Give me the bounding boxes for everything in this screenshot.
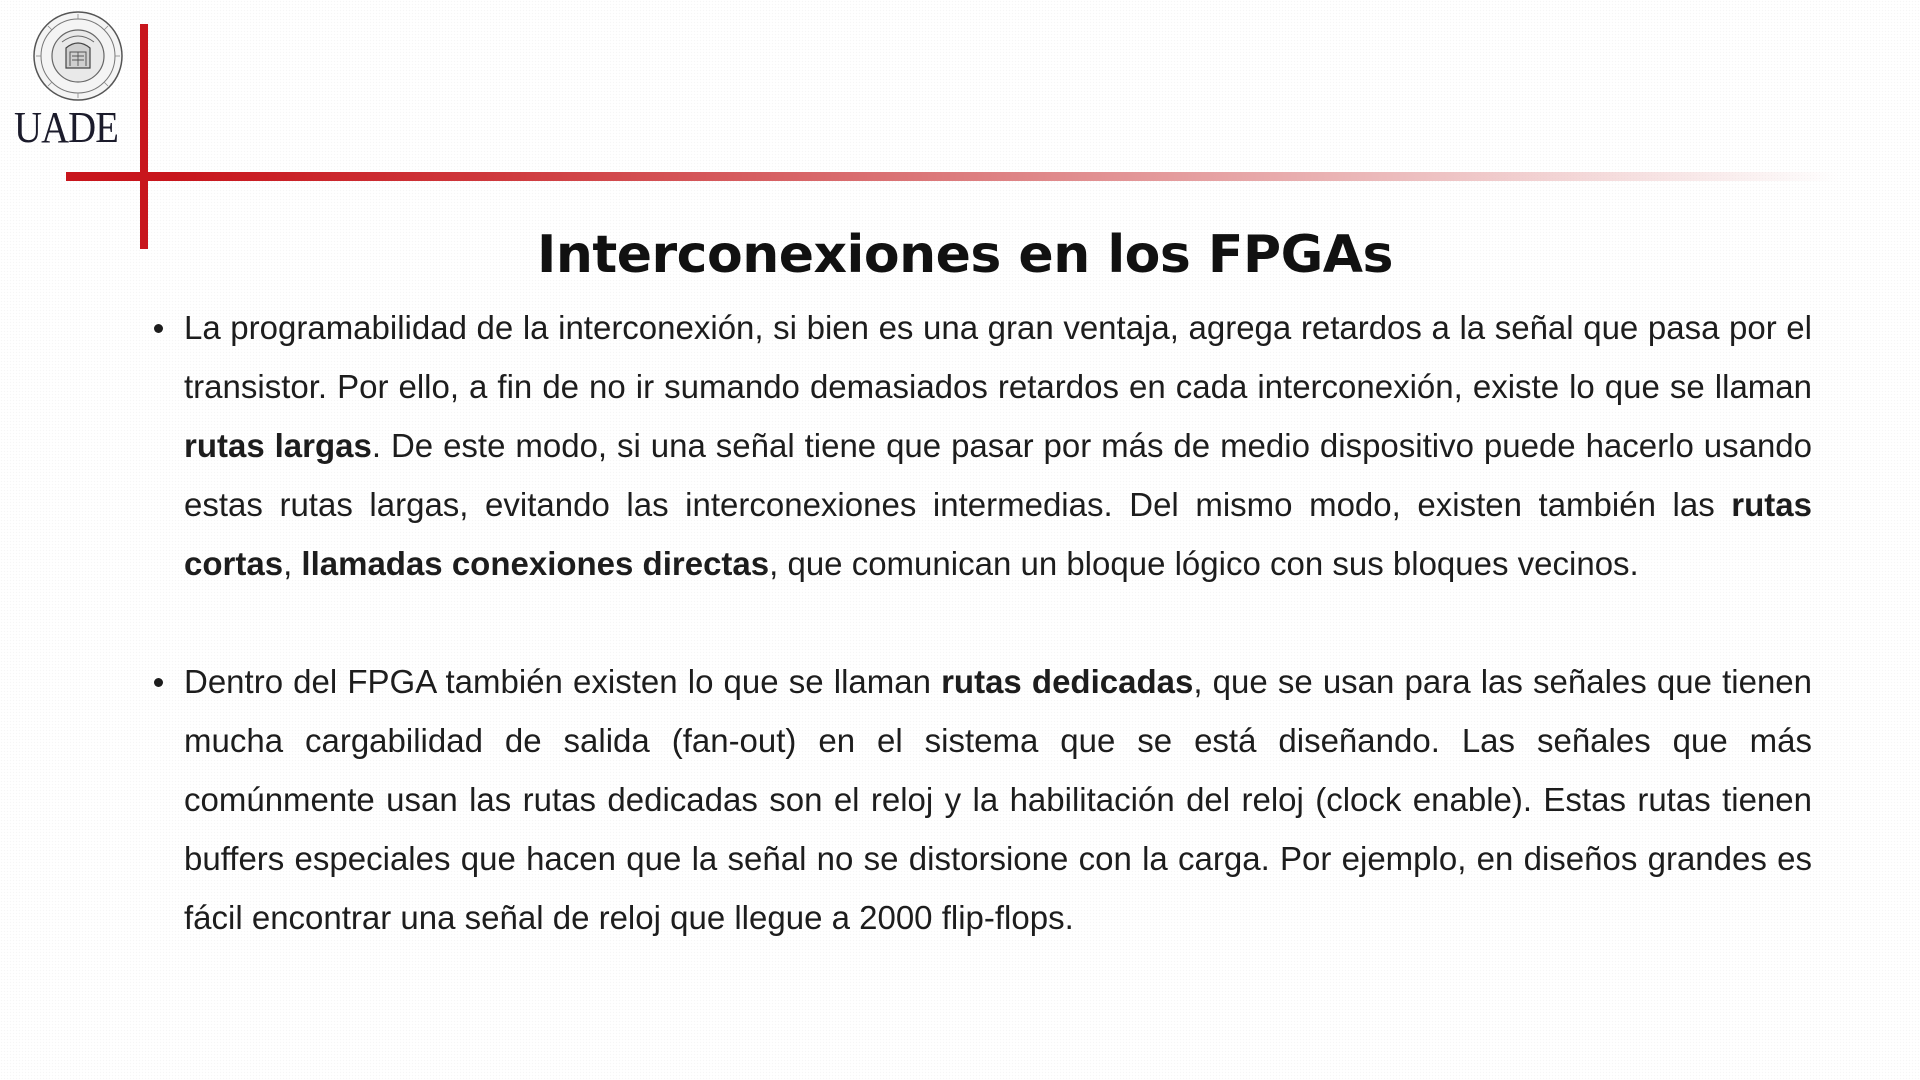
slide-title: Interconexiones en los FPGAs [537,225,1393,285]
bullet-item-1 [148,298,1812,593]
uade-logo [14,8,134,152]
bullet-marker [154,678,163,687]
bullet-emphasis-rutas-cortas: rutas cortas [184,486,1812,582]
bullet-text-segment: Dentro del FPGA también existen lo que se llaman [184,663,942,700]
university-seal-icon [32,10,124,102]
bullet-item-2 [148,652,1812,947]
bullet-emphasis-conexiones-directas: llamadas conexiones directas [301,545,770,582]
bullet-text-segment: , que se usan para las señales que tienen mucha cargabilidad de salida (fan-out) en el sistema que se está diseñando. Las señales que más comúnmente usan las rutas dedicadas son el reloj y la habilitación del reloj (clock enable). Estas rutas tienen buffers especiales que hacen que la señal no se distorsione con la carga. Por ejemplo, en diseños grandes es fácil encontrar una señal de reloj que llegue a 2000 flip-flops. [184,663,1813,936]
bullet-text-segment: , que comunican un bloque lógico con sus bloques vecinos. [769,545,1639,582]
bullet-text-segment: . De este modo, si una señal tiene que pasar por más de medio dispositivo puede hacerlo usando estas rutas largas, evitando las interconexiones intermedias. Del mismo modo, existen también las [184,427,1813,523]
logo-text: UADE [14,103,119,152]
bullet-marker [154,324,163,333]
bullet-text-segment: La programabilidad de la interconexión, si bien es una gran ventaja, agrega retardos a la señal que pasa por el transistor. Por ello, a fin de no ir sumando demasiados retardos en cada interconexión, existe lo que se llaman [184,309,1812,405]
bullet-text-segment: , [283,545,302,582]
bullet-emphasis-rutas-largas: rutas largas [184,427,372,464]
red-vertical-rule [140,24,148,249]
bullet-list [148,298,1812,947]
red-horizontal-rule [66,172,1840,181]
bullet-emphasis-rutas-dedicadas: rutas dedicadas [941,663,1194,700]
